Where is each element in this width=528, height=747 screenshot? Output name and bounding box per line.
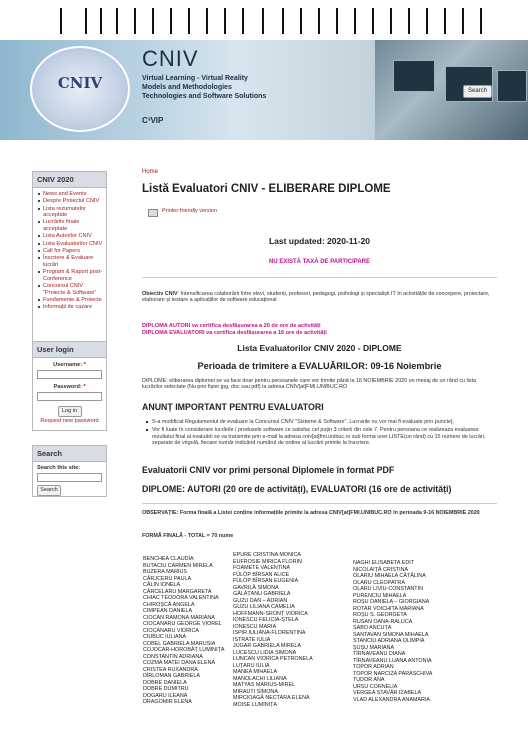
evaluator-name: JUGAR GABRIELA MIRELA xyxy=(233,643,302,649)
last-updated: Last updated: 2020-11-20 xyxy=(268,236,371,246)
sidebar-menu xyxy=(33,188,106,314)
evaluator-name: CĂRJCERU PAULA xyxy=(143,575,192,582)
evaluator-name: LUCESCU LIDIA SIMONA xyxy=(233,649,297,656)
evaluator-name: TOPOR ADRIAN xyxy=(353,664,394,670)
evaluator-name: IONESCU MARIA xyxy=(233,623,277,630)
evaluator-name: CRISTEA RUXANDRA xyxy=(143,666,198,673)
decorative-line xyxy=(300,8,302,34)
decorative-line xyxy=(426,8,428,34)
menu-block-title: CNIV 2020 xyxy=(33,172,106,188)
slogan-line: Virtual Learning - Virtual Reality xyxy=(142,75,248,82)
objective-label: Obiectiv CNIV xyxy=(142,291,178,297)
evaluator-name: DRAGOMIR ELENA xyxy=(143,699,192,705)
decorative-line xyxy=(85,8,87,34)
separator xyxy=(142,277,497,278)
menu-item[interactable]: Lista Evaluatorilor CNIV xyxy=(43,240,103,247)
username-input[interactable] xyxy=(37,370,102,379)
evaluator-name: FÜLÖP BÎRSAN ALICE xyxy=(233,571,290,578)
evaluator-name: TOPOR NARCIZA PARASCHIVA xyxy=(353,670,433,677)
diploma-info xyxy=(142,323,497,337)
site-name[interactable]: CNIV xyxy=(142,46,199,71)
evaluator-name: CHIROȘCĂ ANGELA xyxy=(143,601,195,608)
menu-item[interactable]: Fundamente & Proiecte xyxy=(43,297,104,304)
request-password-link[interactable]: Request new password xyxy=(40,418,99,424)
slogan-line: Technologies and Software Solutions xyxy=(142,93,267,100)
evaluator-name: MANOLACHI LILIANA xyxy=(233,675,287,682)
evaluator-name: TÎRNAVEANU LUANA ANTONIA xyxy=(353,657,432,664)
observation-text: OBSERVAȚIE: Forma finală a Listei conține informațiile primite la adresa CNIV[at]FMI.UNIBUC.RO în perioada 9-16 NOIEMBRIE 2020 xyxy=(142,510,480,516)
evaluator-name: BUZERA MARIUS xyxy=(143,569,188,575)
decorative-line xyxy=(390,8,392,34)
decorative-line xyxy=(336,8,338,34)
bullet-icon xyxy=(146,421,148,423)
search-input[interactable] xyxy=(37,473,102,482)
decorative-line xyxy=(60,8,62,34)
decorative-line xyxy=(224,8,226,34)
decorative-line xyxy=(444,8,446,34)
diploma-authors-text: DIPLOMA AUTORI va certifica desfășurarea a 20 de ore de activități xyxy=(142,323,321,329)
decorative-line xyxy=(354,8,356,34)
evaluator-name: DÎRLOMAN GABRIELA xyxy=(143,673,200,679)
evaluator-name: CÂRCELARU MARGARETA xyxy=(143,588,212,595)
username-label: Username: * xyxy=(53,362,86,368)
evaluator-name: ROTAR VOICHITA MARIANA xyxy=(353,605,424,612)
evaluator-names-column-3 xyxy=(353,560,432,703)
evaluator-name: CIOCANARU VIORICA xyxy=(143,627,200,634)
decorative-line xyxy=(100,8,102,34)
evaluator-name: CIOCANARU GEORGE VIOREL xyxy=(143,621,222,627)
evaluator-name: OLARU LIVIU-CONSTANTIN xyxy=(353,586,423,592)
decorative-line xyxy=(188,8,190,34)
top-strip xyxy=(0,0,528,40)
decorative-line xyxy=(282,8,284,34)
evaluator-name: CONSTANTIN ADRIANA xyxy=(143,653,203,660)
diplome-paragraph: DIPLOME: eliberarea diplomei se va face doar pentru persoanele care vor trimite până la 16 NOIEMBRIE 2020 un mesaj de un rând cu lista lucrărilor selectate (Nu prin fișier jpg, doc sau pdf) la adresa CNIV[at]FMI.UNIBUC.RO xyxy=(142,378,477,391)
evaluator-name: RUSAN OANA-RALUCA xyxy=(353,618,413,625)
required-mark: * xyxy=(83,362,86,368)
evaluator-name: STANCIU ADRIANA OLIMPIA xyxy=(353,638,425,644)
evaluator-name: NICOLAIȚĂ CRISTINA xyxy=(353,566,409,573)
evaluator-name: GĂLĂȚANU GABRIELA xyxy=(233,591,291,597)
decorative-line xyxy=(262,8,264,34)
list-heading: Lista Evaluatorilor CNIV 2020 - DIPLOME xyxy=(237,343,402,353)
evaluator-name: VERGEA STAVĂR IZABELA xyxy=(353,690,422,696)
evaluator-name: BENCHEA CLAUDIA xyxy=(143,556,194,562)
evaluator-name: HOFFMANN-SRONȚ VIORICA xyxy=(233,610,308,617)
evaluator-name: LUȚARU IULIA xyxy=(233,662,270,669)
evaluator-name: CIOCAN RAMONA MARIANA xyxy=(143,614,215,621)
evaluator-name: BUTACIU CARMEN MIRELA xyxy=(143,562,213,569)
evaluator-name: ROȘU DANIELA – GIORGIANA xyxy=(353,599,430,605)
evaluator-name: ȘUȘU MARIANA xyxy=(353,644,395,651)
no-fee-notice: NU EXISTĂ TAXĂ DE PARTICIPARE xyxy=(268,259,370,265)
login-button[interactable]: Log in xyxy=(58,406,82,417)
objective-paragraph: Obiectiv CNIV: Intensificarea colaborării între elevi, studenți, profesori, pedagogi, psihologi și specialiști IT în activitățile de concepere, proiectare, elaborare și testare a aplicațiilor de software educațional xyxy=(142,291,490,304)
decorative-line xyxy=(116,8,118,34)
evaluator-names-column-2 xyxy=(233,552,313,708)
evaluator-name: GAVRILĂ SIMONA xyxy=(233,584,279,591)
decorative-line xyxy=(318,8,320,34)
evaluator-name: COBEL GABRIELA MARUSIA xyxy=(143,640,216,647)
site-slogan xyxy=(142,74,266,101)
bullet-item: S-a modificat Regulamentul de evaluare la Concursul CNIV "Sisteme & Software". Lucrarile nu vor mai fi evaluate prin puncte]. xyxy=(152,419,497,425)
search-label: Search this site: xyxy=(37,465,81,471)
menu-item[interactable]: Call for Papers xyxy=(43,248,104,255)
evaluator-name: TUDOR ANA xyxy=(353,677,385,683)
evaluator-name: COZMA MATEI DANA ELENA xyxy=(143,660,216,666)
search-block xyxy=(32,445,107,497)
header-search-button[interactable]: Search xyxy=(463,85,492,98)
menu-item[interactable]: Lucrările finale acceptate xyxy=(43,219,104,232)
decorative-line xyxy=(462,8,464,34)
printer-friendly-link[interactable]: Printer-friendly version xyxy=(142,208,497,214)
evaluator-name: ROȘU S. GEORGETA xyxy=(353,612,407,618)
evaluator-name: PURENCIU MIHAELA xyxy=(353,592,407,599)
evaluator-name: OLARU CLEOPATRA xyxy=(353,579,405,586)
diplomas-heading: DIPLOME: AUTORI (20 ore de activități), EVALUATORI (16 ore de activități) xyxy=(142,484,452,494)
evaluator-name: FOAMETE VALENTINA xyxy=(233,565,291,571)
evaluator-name: SANTAVAN SIMONA MIHAELA xyxy=(353,631,429,638)
header-photo xyxy=(375,40,528,140)
site-header xyxy=(0,40,528,140)
evaluator-name: MANEA MIHAELA xyxy=(233,669,278,675)
diploma-evaluators-text: DIPLOMA EVALUATORI va certifica desfășurarea a 16 ore de activități xyxy=(142,329,327,336)
evaluator-name: MATYAS MARIUS-MIREL xyxy=(233,682,296,688)
decorative-line xyxy=(372,8,374,34)
evaluator-name: DOBRE DANIELA xyxy=(143,679,187,686)
evaluator-name: DOBRE DUMITRU xyxy=(143,686,189,692)
monitor-image xyxy=(497,70,527,102)
page-title: Listă Evaluatori CNIV - ELIBERARE DIPLOME xyxy=(142,183,391,195)
evaluator-name: VLAD ALEXANDRA ANAMARIA xyxy=(353,696,430,703)
evaluator-name: LUNCAN VIORICA PETRONELA xyxy=(233,656,313,662)
decorative-line xyxy=(134,8,136,34)
required-mark: * xyxy=(83,384,86,390)
evaluator-name: CHIAC TEODORA VALENTINA xyxy=(143,595,219,601)
evaluator-name: MIRAUTI SIMONA xyxy=(233,688,278,695)
login-block-title: User login xyxy=(33,342,106,358)
evaluator-name: SABO ANCUȚA xyxy=(353,625,392,631)
decorative-line xyxy=(152,8,154,34)
printer-icon xyxy=(148,209,158,217)
decorative-line xyxy=(480,8,482,34)
menu-item[interactable]: Înscriere & Evaluare lucrări xyxy=(43,255,104,268)
decorative-line xyxy=(242,8,244,34)
decorative-line xyxy=(170,8,172,34)
evaluator-name: ISTRATE IULIA xyxy=(233,636,271,643)
bullet-icon xyxy=(146,429,148,431)
evaluator-names-column-1 xyxy=(143,556,224,706)
evaluator-name: CĂLIN IONELA xyxy=(143,582,181,588)
menu-item[interactable]: Lista rezumatelor acceptate xyxy=(43,206,104,219)
evaluator-name: MOISE LUMINIȚA xyxy=(233,701,278,708)
bullet-list xyxy=(152,419,497,447)
password-input[interactable] xyxy=(37,392,102,401)
evaluator-name: ISPIR IULIANA-FLORENTINA xyxy=(233,630,306,636)
separator xyxy=(142,503,497,504)
evaluator-name: CIMPEAN DANIELA xyxy=(143,608,193,614)
menu-item[interactable]: Lista Autorilor CNIV xyxy=(43,233,104,240)
menu-item[interactable]: Program & Raport post-Conference xyxy=(43,269,103,282)
evaluator-name: IONESCU FELICIA-ȘTELA xyxy=(233,617,299,623)
period-heading: Perioada de trimitere a EVALUĂRILOR: 09-16 Noiembrie xyxy=(197,361,442,371)
evaluator-name: URSU CORNELIA xyxy=(353,683,398,690)
evaluator-name: EUFROSIE MIRICA FLORIN xyxy=(233,558,302,565)
monitor-image xyxy=(393,60,435,92)
evaluator-name: NAGHI ELISABETA EDIT xyxy=(353,560,415,566)
slogan-line: Models and Methodologies xyxy=(142,84,232,91)
evaluator-name: DOGARU ILEANA xyxy=(143,692,188,699)
search-block-title: Search xyxy=(33,446,106,462)
sidebar-menu-block xyxy=(32,171,107,344)
menu-item[interactable]: News and Events xyxy=(43,191,104,198)
evaluator-name: TÎRNAVEANU DIANA xyxy=(353,651,406,657)
first-diplomas-heading: Evaluatorii CNIV vor primi personal Diplomele în format PDF xyxy=(142,465,395,475)
decorative-line xyxy=(206,8,208,34)
evaluator-name: COJOCAR-HOROBĂȚ LUMINIȚA xyxy=(143,647,225,653)
bullet-item: Vor fi luate în considerare lucrările / produsele software ce satisfac cel puțin 3 criterii din cele 7. Pentru persoana ce realizeaza evaluarea: rezultatul final al evaluării se va transmite prin e-mail la adresa cniv[at]fmi.unibuc.ro sub forma unei LISTE(un rând) cu 15 numere de lucrări, separate de virgulă, fiecare număr indicând numărul de ordine al lucrării primite la înscriere. xyxy=(152,427,497,446)
evaluator-name: FÜLÖP BÎRSAN EUGENIA xyxy=(233,578,299,584)
user-login-block xyxy=(32,341,107,431)
evaluator-name: GUZU DAN – ADRIAN xyxy=(233,597,288,604)
evaluator-name: GUZU LILIANA CAMELIA xyxy=(233,604,295,610)
breadcrumb[interactable]: Home xyxy=(142,169,159,175)
important-heading: ANUNȚ IMPORTANT PENTRU EVALUATORI xyxy=(142,402,324,412)
evaluator-name: MIRCIOAGĂ NECTARA ELENA xyxy=(233,695,310,701)
menu-item[interactable]: Despre Proiectul CNIV xyxy=(43,198,104,205)
decorative-line xyxy=(408,8,410,34)
menu-item[interactable]: Concursul CNIV "Proiecte & Software" xyxy=(43,283,104,296)
evaluator-name: OLARIU MIHAELA CĂTĂLINA xyxy=(353,573,426,579)
menu-item[interactable]: Informații de cazare xyxy=(43,304,104,311)
sub-brand: C³VIP xyxy=(142,116,164,125)
evaluator-name: CIUBUC IULIANA xyxy=(143,634,187,640)
logo-text: CNIV xyxy=(57,74,103,92)
final-form-label: FORMĂ FINALĂ - TOTAL = 70 nume xyxy=(142,533,234,539)
search-button[interactable]: Search xyxy=(37,485,61,496)
site-logo[interactable] xyxy=(30,46,130,132)
password-label: Password: * xyxy=(53,384,86,390)
evaluator-name: EPURE CRISTINA MONICA xyxy=(233,552,301,558)
